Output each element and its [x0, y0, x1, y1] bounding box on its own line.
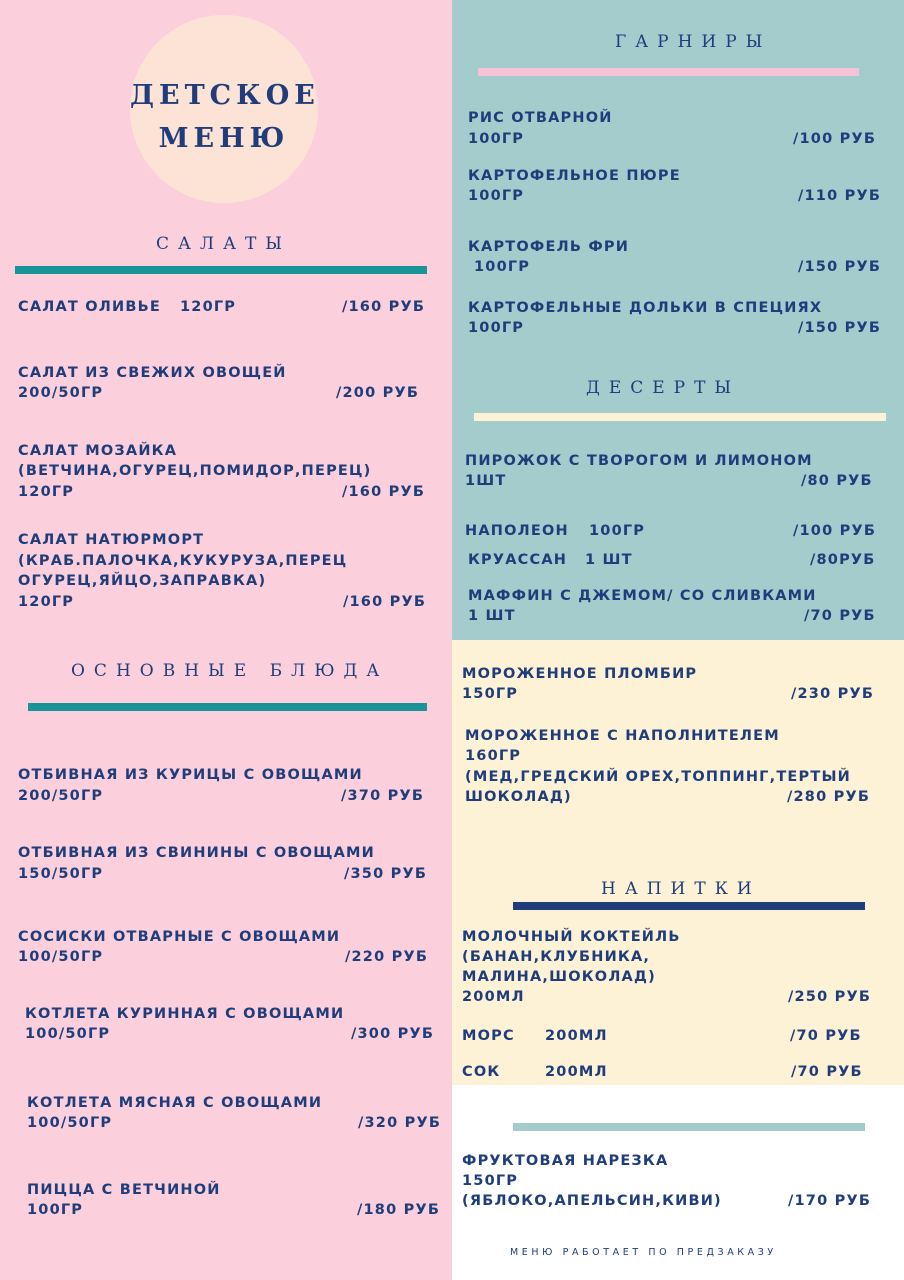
dessert-4-price: /70 РУБ [804, 608, 876, 624]
dessert-6-detail-2: ШОКОЛАД) [465, 789, 572, 805]
drink-3-name: СОК [462, 1064, 501, 1080]
salad-3-detail: (ВЕТЧИНА,ОГУРЕЦ,ПОМИДОР,ПЕРЕЦ) [18, 463, 372, 479]
drink-1-price: /250 РУБ [788, 989, 872, 1005]
main-2-weight: 150/50ГР [18, 866, 104, 882]
drink-2-price: /70 РУБ [790, 1028, 862, 1044]
mains-bar [28, 703, 427, 711]
garnish-2-weight: 100ГР [468, 188, 525, 204]
garnish-bar [478, 68, 859, 76]
salad-2-weight: 200/50ГР [18, 385, 104, 401]
drinks-heading: НАПИТКИ [601, 879, 761, 899]
footer-note: МЕНЮ РАБОТАЕТ ПО ПРЕДЗАКАЗУ [510, 1247, 777, 1258]
dessert-1-name: ПИРОЖОК С ТВОРОГОМ И ЛИМОНОМ [465, 453, 813, 469]
garnish-1-weight: 100ГР [468, 131, 525, 147]
main-4-weight: 100/50ГР [25, 1026, 111, 1042]
salad-3-name: САЛАТ МОЗАЙКА [18, 443, 178, 459]
drink-2-name: МОРС [462, 1028, 515, 1044]
salad-4-detail-1: (КРАБ.ПАЛОЧКА,КУКУРУЗА,ПЕРЕЦ [18, 553, 348, 569]
dessert-6-weight: 160ГР [465, 748, 522, 764]
drink-1-name: МОЛОЧНЫЙ КОКТЕЙЛЬ [462, 929, 681, 945]
garnish-1-price: /100 РУБ [793, 131, 877, 147]
drink-1-detail-1: (БАНАН,КЛУБНИКА, [462, 949, 651, 965]
salad-4-price: /160 РУБ [343, 594, 427, 610]
fruit-bar [513, 1123, 865, 1131]
drink-1-volume: 200МЛ [462, 989, 525, 1005]
main-1-weight: 200/50ГР [18, 788, 104, 804]
fruit-weight: 150ГР [462, 1173, 519, 1189]
main-6-price: /180 РУБ [357, 1202, 441, 1218]
salad-1-weight: 120ГР [180, 299, 237, 315]
garnish-3-name: КАРТОФЕЛЬ ФРИ [468, 239, 630, 255]
salad-3-weight: 120ГР [18, 484, 75, 500]
garnish-4-name: КАРТОФЕЛЬНЫЕ ДОЛЬКИ В СПЕЦИЯХ [468, 300, 823, 316]
salad-4-weight: 120ГР [18, 594, 75, 610]
salad-3-price: /160 РУБ [342, 484, 426, 500]
garnish-heading: ГАРНИРЫ [615, 32, 772, 52]
dessert-1-weight: 1ШТ [465, 473, 507, 489]
desserts-bar [474, 413, 886, 421]
title-line-2: МЕНЮ [158, 123, 290, 154]
salad-2-price: /200 РУБ [336, 385, 420, 401]
dessert-5-name: МОРОЖЕННОЕ ПЛОМБИР [462, 666, 698, 682]
drink-1-detail-2: МАЛИНА,ШОКОЛАД) [462, 969, 656, 985]
garnish-4-price: /150 РУБ [798, 320, 882, 336]
dessert-4-weight: 1 ШТ [468, 608, 516, 624]
salad-1-name: САЛАТ ОЛИВЬЕ [18, 299, 161, 315]
main-2-price: /350 РУБ [344, 866, 428, 882]
drink-3-volume: 200МЛ [545, 1064, 608, 1080]
desserts-heading: ДЕСЕРТЫ [586, 378, 741, 398]
dessert-6-detail-1: (МЕД,ГРЕДСКИЙ ОРЕХ,ТОППИНГ,ТЕРТЫЙ [465, 769, 852, 785]
main-5-price: /320 РУБ [358, 1115, 442, 1131]
main-4-price: /300 РУБ [351, 1026, 435, 1042]
main-3-name: СОСИСКИ ОТВАРНЫЕ С ОВОЩАМИ [18, 929, 341, 945]
garnish-1-name: РИС ОТВАРНОЙ [468, 110, 613, 126]
main-6-weight: 100ГР [27, 1202, 84, 1218]
main-5-weight: 100/50ГР [27, 1115, 113, 1131]
salad-1-price: /160 РУБ [342, 299, 426, 315]
dessert-3-price: /80РУБ [810, 552, 876, 568]
dessert-5-price: /230 РУБ [791, 686, 875, 702]
drink-3-price: /70 РУБ [791, 1064, 863, 1080]
main-3-price: /220 РУБ [345, 949, 429, 965]
dessert-3-weight: 1 ШТ [585, 552, 633, 568]
main-5-name: КОТЛЕТА МЯСНАЯ С ОВОЩАМИ [27, 1095, 323, 1111]
salads-bar [15, 266, 427, 274]
dessert-5-weight: 150ГР [462, 686, 519, 702]
main-1-price: /370 РУБ [341, 788, 425, 804]
salads-heading: САЛАТЫ [156, 234, 292, 254]
garnish-4-weight: 100ГР [468, 320, 525, 336]
dessert-2-weight: 100ГР [589, 523, 646, 539]
title-line-1: ДЕТСКОЕ [130, 80, 320, 111]
salad-4-detail-2: ОГУРЕЦ,ЯЙЦО,ЗАПРАВКА) [18, 573, 267, 589]
dessert-3-name: КРУАССАН [468, 552, 568, 568]
main-4-name: КОТЛЕТА КУРИННАЯ С ОВОЩАМИ [25, 1006, 345, 1022]
garnish-2-name: КАРТОФЕЛЬНОЕ ПЮРЕ [468, 168, 681, 184]
drinks-bar [513, 902, 865, 910]
dessert-4-name: МАФФИН С ДЖЕМОМ/ СО СЛИВКАМИ [468, 588, 817, 604]
garnish-3-price: /150 РУБ [798, 259, 882, 275]
cream-panel [452, 640, 904, 1085]
drink-2-volume: 200МЛ [545, 1028, 608, 1044]
dessert-2-price: /100 РУБ [793, 523, 877, 539]
dessert-1-price: /80 РУБ [801, 473, 873, 489]
fruit-name: ФРУКТОВАЯ НАРЕЗКА [462, 1153, 669, 1169]
main-3-weight: 100/50ГР [18, 949, 104, 965]
salad-4-name: САЛАТ НАТЮРМОРТ [18, 532, 205, 548]
dessert-2-name: НАПОЛЕОН [465, 523, 569, 539]
mains-heading: ОСНОВНЫЕ БЛЮДА [71, 661, 389, 681]
salad-2-name: САЛАТ ИЗ СВЕЖИХ ОВОЩЕЙ [18, 365, 287, 381]
fruit-price: /170 РУБ [788, 1193, 872, 1209]
main-6-name: ПИЦЦА С ВЕТЧИНОЙ [27, 1182, 221, 1198]
dessert-6-name: МОРОЖЕННОЕ С НАПОЛНИТЕЛЕМ [465, 728, 780, 744]
dessert-6-price: /280 РУБ [787, 789, 871, 805]
main-1-name: ОТБИВНАЯ ИЗ КУРИЦЫ С ОВОЩАМИ [18, 767, 363, 783]
fruit-detail: (ЯБЛОКО,АПЕЛЬСИН,КИВИ) [462, 1193, 722, 1209]
garnish-2-price: /110 РУБ [798, 188, 882, 204]
garnish-3-weight: 100ГР [474, 259, 531, 275]
main-2-name: ОТБИВНАЯ ИЗ СВИНИНЫ С ОВОЩАМИ [18, 845, 376, 861]
